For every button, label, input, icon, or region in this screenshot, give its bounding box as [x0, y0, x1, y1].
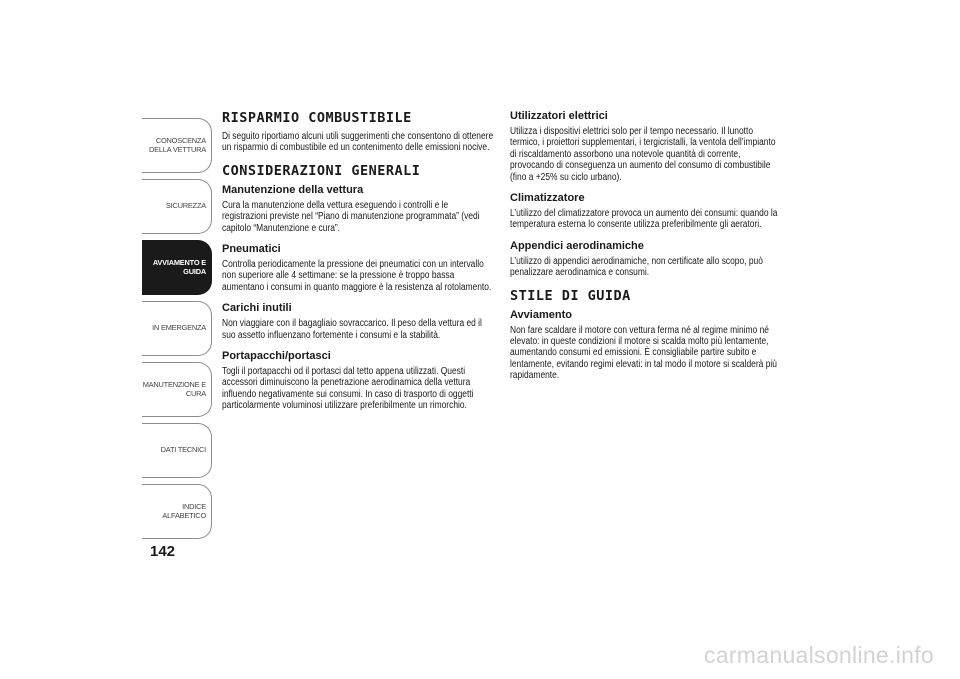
intro-paragraph: Di seguito riportiamo alcuni utili suggerimenti che consentono di ottenere un risparmio di combustibile ed un contenimento delle emissioni nocive. — [222, 131, 494, 154]
subheading-appendici-aerodinamiche: Appendici aerodinamiche — [510, 239, 644, 252]
right-column — [510, 110, 785, 391]
tab-sicurezza[interactable] — [142, 179, 212, 234]
tab-label: SICUREZZA — [165, 201, 206, 211]
section-title-risparmio: RISPARMIO COMBUSTIBILE — [222, 110, 412, 126]
paragraph-appendici-aerodinamiche: L’utilizzo di appendici aerodinamiche, non certificate allo scopo, può penalizzare aerodinamica e consumi. — [510, 255, 763, 279]
paragraph-pneumatici: Controlla periodicamente la pressione dei pneumatici con un intervallo non superiore alle 4 settimane: se la pressione è troppo bassa aumentano i consumi in quanto maggiore è la resistenza al rotolamento. — [222, 259, 492, 293]
tab-label: CONOSCENZA DELLA VETTURA — [149, 135, 206, 154]
page-number: 142 — [150, 543, 176, 560]
tab-dati-tecnici[interactable] — [142, 423, 212, 478]
subheading-climatizzatore: Climatizzatore — [510, 192, 585, 205]
subheading-manutenzione: Manutenzione della vettura — [222, 183, 364, 196]
tab-label: MANUTENZIONE E CURA — [142, 379, 206, 398]
tab-conoscenza-della-vettura[interactable] — [142, 118, 212, 173]
paragraph-avviamento: Non fare scaldare il motore con vettura ferma né al regime minimo né elevato: in queste condizioni il motore si scalda molto più lentamente, aumentando consumi ed emissioni. È consigliabile partire subito e lentamente, evitando regimi elevati: in tal modo il motore si scalderà più rapidamente. — [510, 324, 777, 382]
section-title-considerazioni: CONSIDERAZIONI GENERALI — [222, 162, 421, 179]
paragraph-manutenzione: Cura la manutenzione della vettura eseguendo i controlli e le registrazioni previste nel “Piano di manutenzione programmata” (vedi capitolo “Manutenzione e cura”. — [222, 199, 480, 234]
tab-label: AVVIAMENTO E GUIDA — [152, 257, 206, 276]
watermark: carmanualsonline.info — [703, 642, 934, 668]
tab-avviamento-e-guida[interactable] — [142, 240, 212, 295]
subheading-carichi-inutili: Carichi inutili — [222, 302, 292, 315]
tab-indice-alfabetico[interactable] — [142, 484, 212, 539]
subheading-portapacchi: Portapacchi/portasci — [222, 350, 331, 363]
tab-label: DATI TECNICI — [160, 445, 206, 455]
subheading-pneumatici: Pneumatici — [222, 243, 281, 256]
left-column — [222, 110, 494, 421]
tab-manutenzione-e-cura[interactable] — [142, 362, 212, 417]
tab-in-emergenza[interactable] — [142, 301, 212, 356]
chapter-tabs — [142, 118, 212, 545]
subheading-utilizzatori-elettrici: Utilizzatori elettrici — [510, 110, 608, 122]
paragraph-carichi-inutili: Non viaggiare con il bagagliaio sovraccarico. Il peso della vettura ed il suo assetto influenzano fortemente i consumi e la stabilità. — [222, 318, 482, 341]
subheading-avviamento: Avviamento — [510, 308, 572, 321]
paragraph-portapacchi: Togli il portapacchi od il portasci dal tetto appena utilizzati. Questi accessori diminuiscono la penetrazione aerodinamica della vettura influendo negativamente sui consumi. In caso di trasporto di oggetti particolarmente voluminosi utilizzare preferibilmente un rimorchio. — [222, 366, 474, 412]
tab-label: INDICE ALFABETICO — [162, 501, 206, 520]
paragraph-climatizzatore: L’utilizzo del climatizzatore provoca un aumento dei consumi: quando la temperatura esterna lo consente utilizza preferibilmente gli aeratori. — [510, 208, 778, 231]
section-title-stile-di-guida: STILE DI GUIDA — [510, 287, 631, 304]
paragraph-utilizzatori-elettrici: Utilizza i dispositivi elettrici solo per il tempo necessario. Il lunotto termico, i proiettori supplementari, i tergicristalli, la ventola dell’impianto di riscaldamento assorbono una notevole quantità di corrente, provocando di conseguenza un aumento del consumo di combustibile (fino a +25% su ciclo urbano). — [510, 126, 776, 183]
tab-label: IN EMERGENZA — [152, 323, 206, 333]
